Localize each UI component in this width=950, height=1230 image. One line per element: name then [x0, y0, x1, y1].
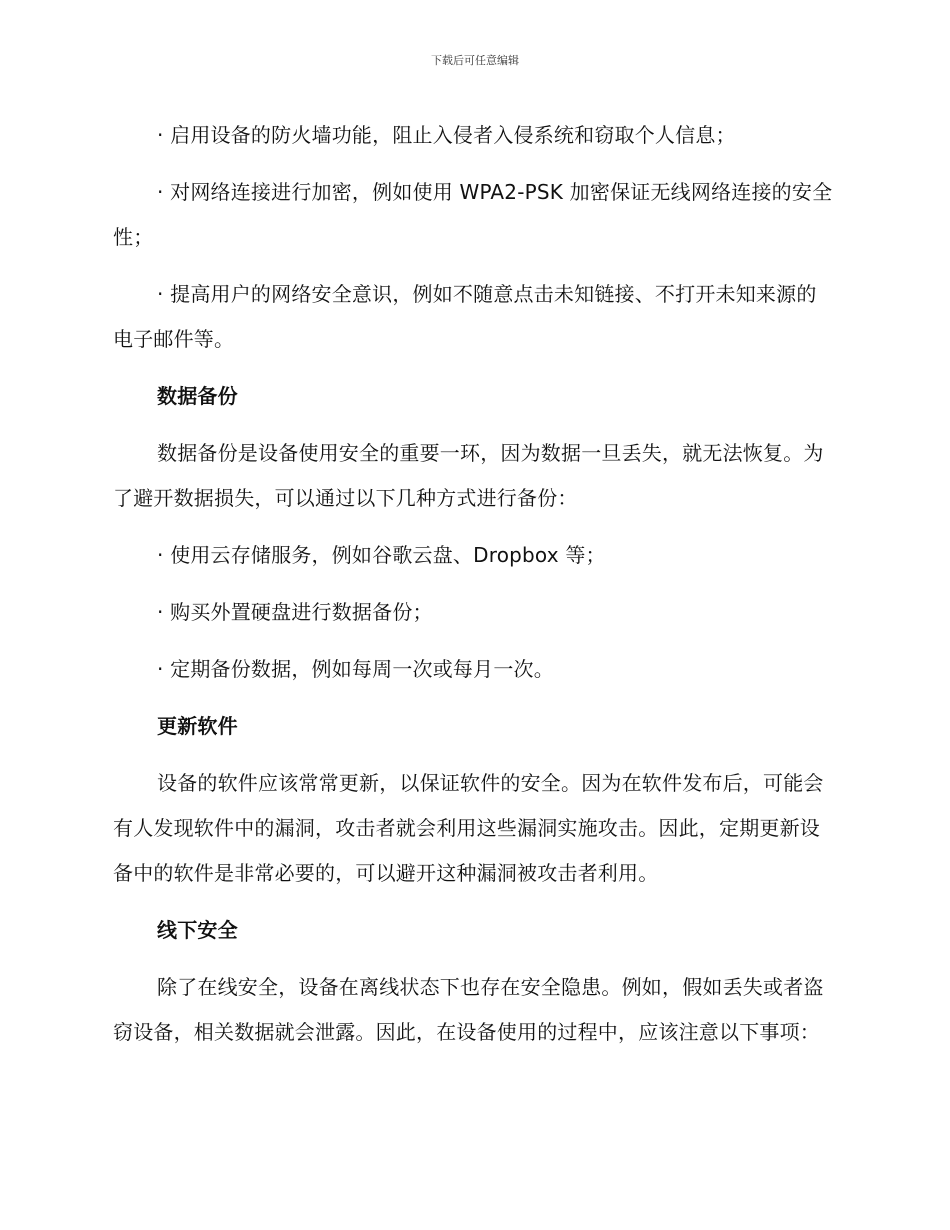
- bullet-item-encryption: · 对网络连接进行加密，例如使用 WPA2-PSK 加密保证无线网络连接的安全性；: [113, 180, 833, 249]
- body-paragraph-data-backup: 数据备份是设备使用安全的重要一环，因为数据一旦丢失，就无法恢复。为了避开数据损失，可以通过以下几种方式进行备份：: [113, 441, 824, 510]
- section-heading-update-software: 更新软件: [157, 714, 238, 738]
- body-paragraph-update-software: 设备的软件应该常常更新，以保证软件的安全。因为在软件发布后，可能会有人发现软件中的漏洞，攻击者就会利用这些漏洞实施攻击。因此，定期更新设备中的软件是非常必要的，可以避开这种漏洞被攻击者利用。: [113, 771, 824, 885]
- bullet-item-external-drive: · 购买外置硬盘进行数据备份；: [157, 600, 433, 624]
- document-body: [113, 113, 835, 1055]
- bullet-item-regular-backup: · 定期备份数据，例如每周一次或每月一次。: [157, 657, 554, 681]
- bullet-item-cloud-storage: · 使用云存储服务，例如谷歌云盘、Dropbox 等；: [157, 543, 606, 567]
- section-heading-offline-security: 线下安全: [157, 918, 238, 942]
- page-header: 下载后可任意编辑: [431, 54, 519, 67]
- bullet-item-awareness: · 提高用户的网络安全意识，例如不随意点击未知链接、不打开未知来源的电子邮件等。: [113, 282, 817, 351]
- section-heading-data-backup: 数据备份: [157, 384, 238, 408]
- body-paragraph-offline-security: 除了在线安全，设备在离线状态下也存在安全隐患。例如，假如丢失或者盗窃设备，相关数据就会泄露。因此，在设备使用的过程中，应该注意以下事项：: [113, 975, 824, 1044]
- bullet-item-firewall: · 启用设备的防火墙功能，阻止入侵者入侵系统和窃取个人信息；: [157, 123, 736, 147]
